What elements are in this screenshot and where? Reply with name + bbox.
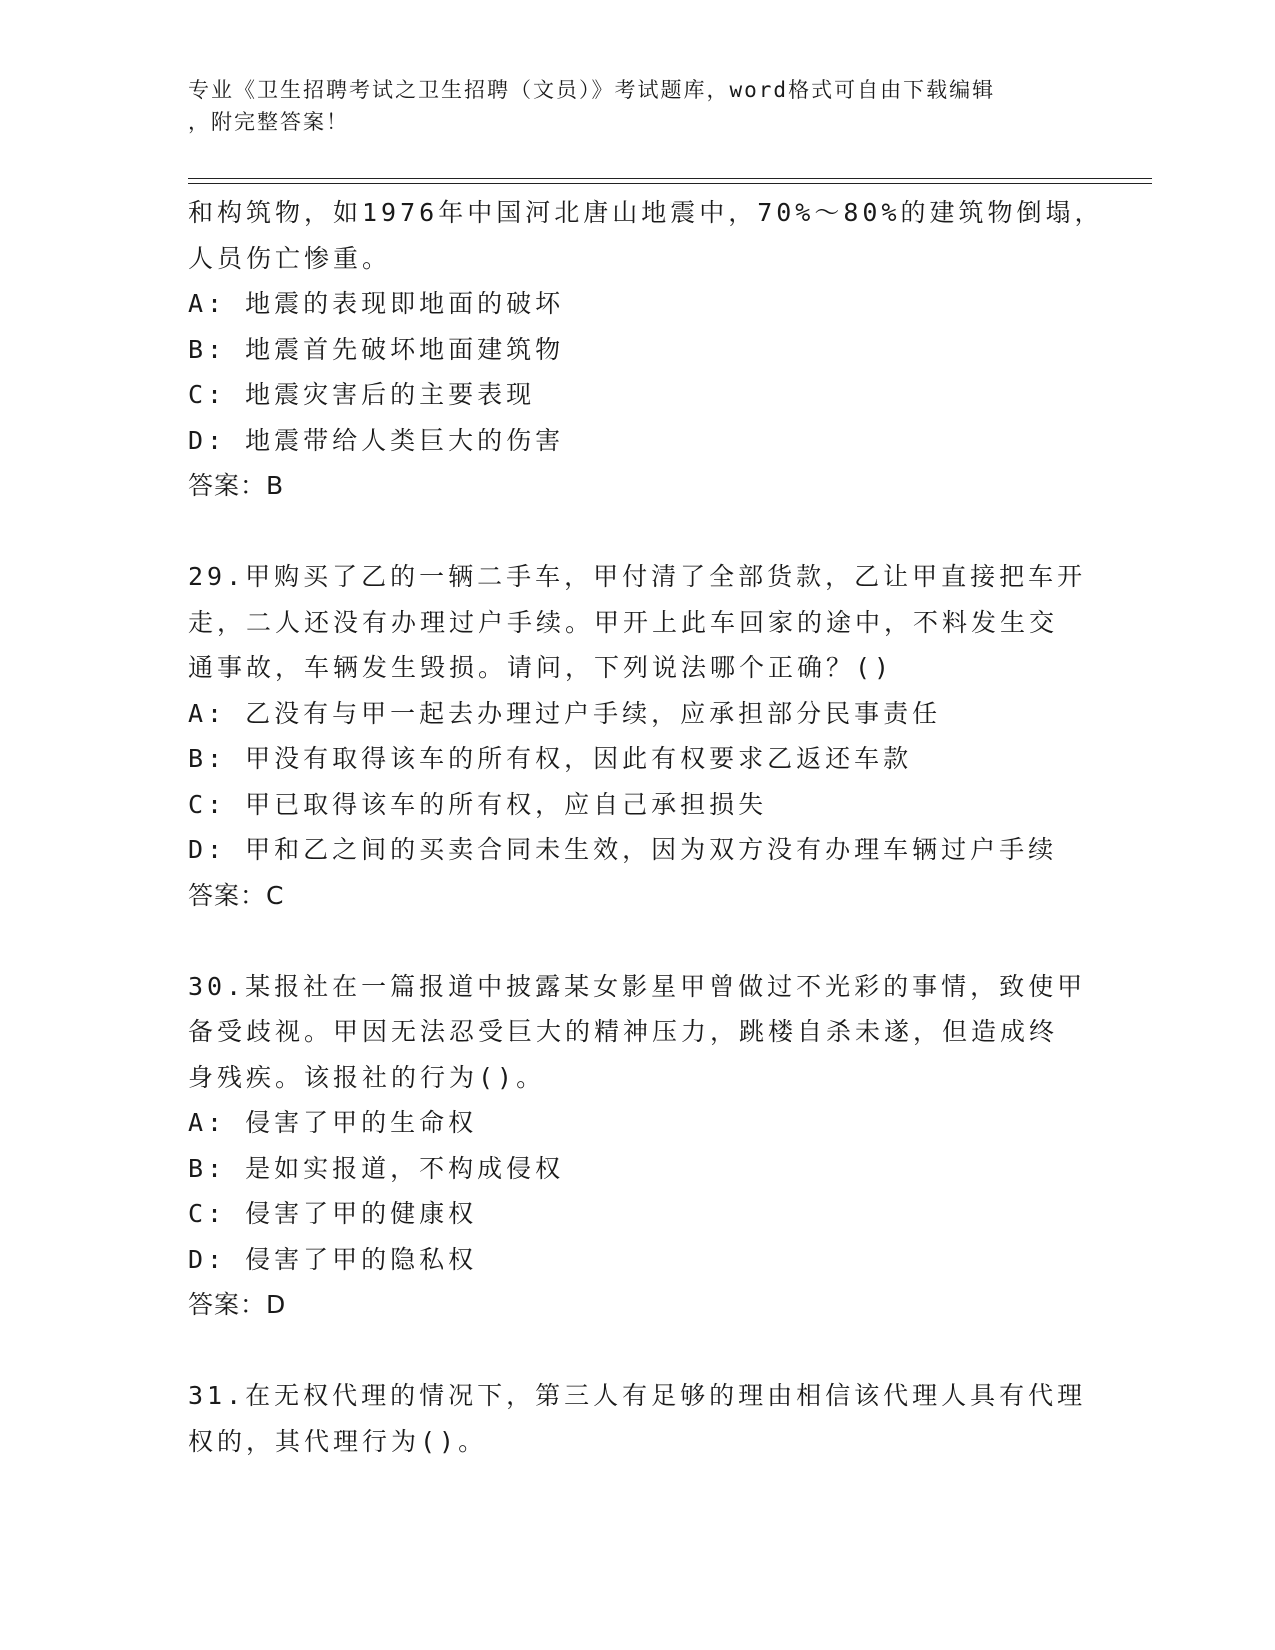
option-c: C: 甲已取得该车的所有权，应自己承担损失	[188, 789, 768, 819]
question-stem-line: 和构筑物，如1976年中国河北唐山地震中，70%～80%的建筑物倒塌，	[188, 198, 1104, 227]
answer-label: 答案：B	[188, 471, 285, 500]
option-d: D: 侵害了甲的隐私权	[188, 1244, 478, 1274]
question-spacer	[188, 918, 1088, 964]
question-stem-line: 30.某报社在一篇报道中披露某女影星甲曾做过不光彩的事情，致使甲	[188, 971, 1087, 1001]
question-stem-line: 人员伤亡惨重。	[188, 243, 392, 273]
option-b: B: 是如实报道，不构成侵权	[188, 1153, 565, 1183]
header-divider-top	[188, 178, 1152, 179]
answer-label: 答案：C	[188, 880, 285, 910]
option-a: A: 侵害了甲的生命权	[188, 1108, 478, 1137]
option-c: C: 地震灾害后的主要表现	[188, 380, 536, 409]
question-stem-line: 31.在无权代理的情况下，第三人有足够的理由相信该代理人具有代理	[188, 1381, 1087, 1410]
question-28	[188, 190, 1104, 509]
question-stem-line: 29.甲购买了乙的一辆二手车，甲付清了全部货款，乙让甲直接把车开	[188, 562, 1087, 591]
question-stem-line: 身残疾。该报社的行为()。	[188, 1062, 546, 1092]
option-c: C: 侵害了甲的健康权	[188, 1199, 478, 1228]
option-a: A: 乙没有与甲一起去办理过户手续，应承担部分民事责任	[188, 698, 942, 728]
document-body	[188, 190, 1104, 1464]
option-a: A: 地震的表现即地面的破坏	[188, 289, 565, 318]
header-divider-bottom	[188, 183, 1152, 184]
answer-label: 答案：D	[188, 1290, 287, 1319]
question-29	[188, 554, 1088, 918]
option-d: D: 地震带给人类巨大的伤害	[188, 425, 565, 455]
header-line-2: ，附完整答案！	[188, 110, 349, 134]
question-spacer	[188, 509, 1088, 555]
question-stem-line: 走，二人还没有办理过户手续。甲开上此车回家的途中，不料发生交	[188, 607, 1059, 637]
option-b: B: 甲没有取得该车的所有权，因此有权要求乙返还车款	[188, 744, 913, 773]
document-header	[188, 74, 1088, 138]
question-31	[188, 1373, 1088, 1464]
question-stem-line: 备受歧视。甲因无法忍受巨大的精神压力，跳楼自杀未遂，但造成终	[188, 1017, 1059, 1046]
question-stem-line: 通事故，车辆发生毁损。请问，下列说法哪个正确？()	[188, 653, 894, 682]
question-spacer	[188, 1328, 1088, 1374]
question-30	[188, 964, 1088, 1328]
header-line-1: 专业《卫生招聘考试之卫生招聘（文员）》考试题库，word格式可自由下载编辑	[188, 78, 996, 102]
option-b: B: 地震首先破坏地面建筑物	[188, 334, 565, 364]
option-d: D: 甲和乙之间的买卖合同未生效，因为双方没有办理车辆过户手续	[188, 835, 1058, 864]
question-stem-line: 权的，其代理行为()。	[188, 1426, 488, 1456]
